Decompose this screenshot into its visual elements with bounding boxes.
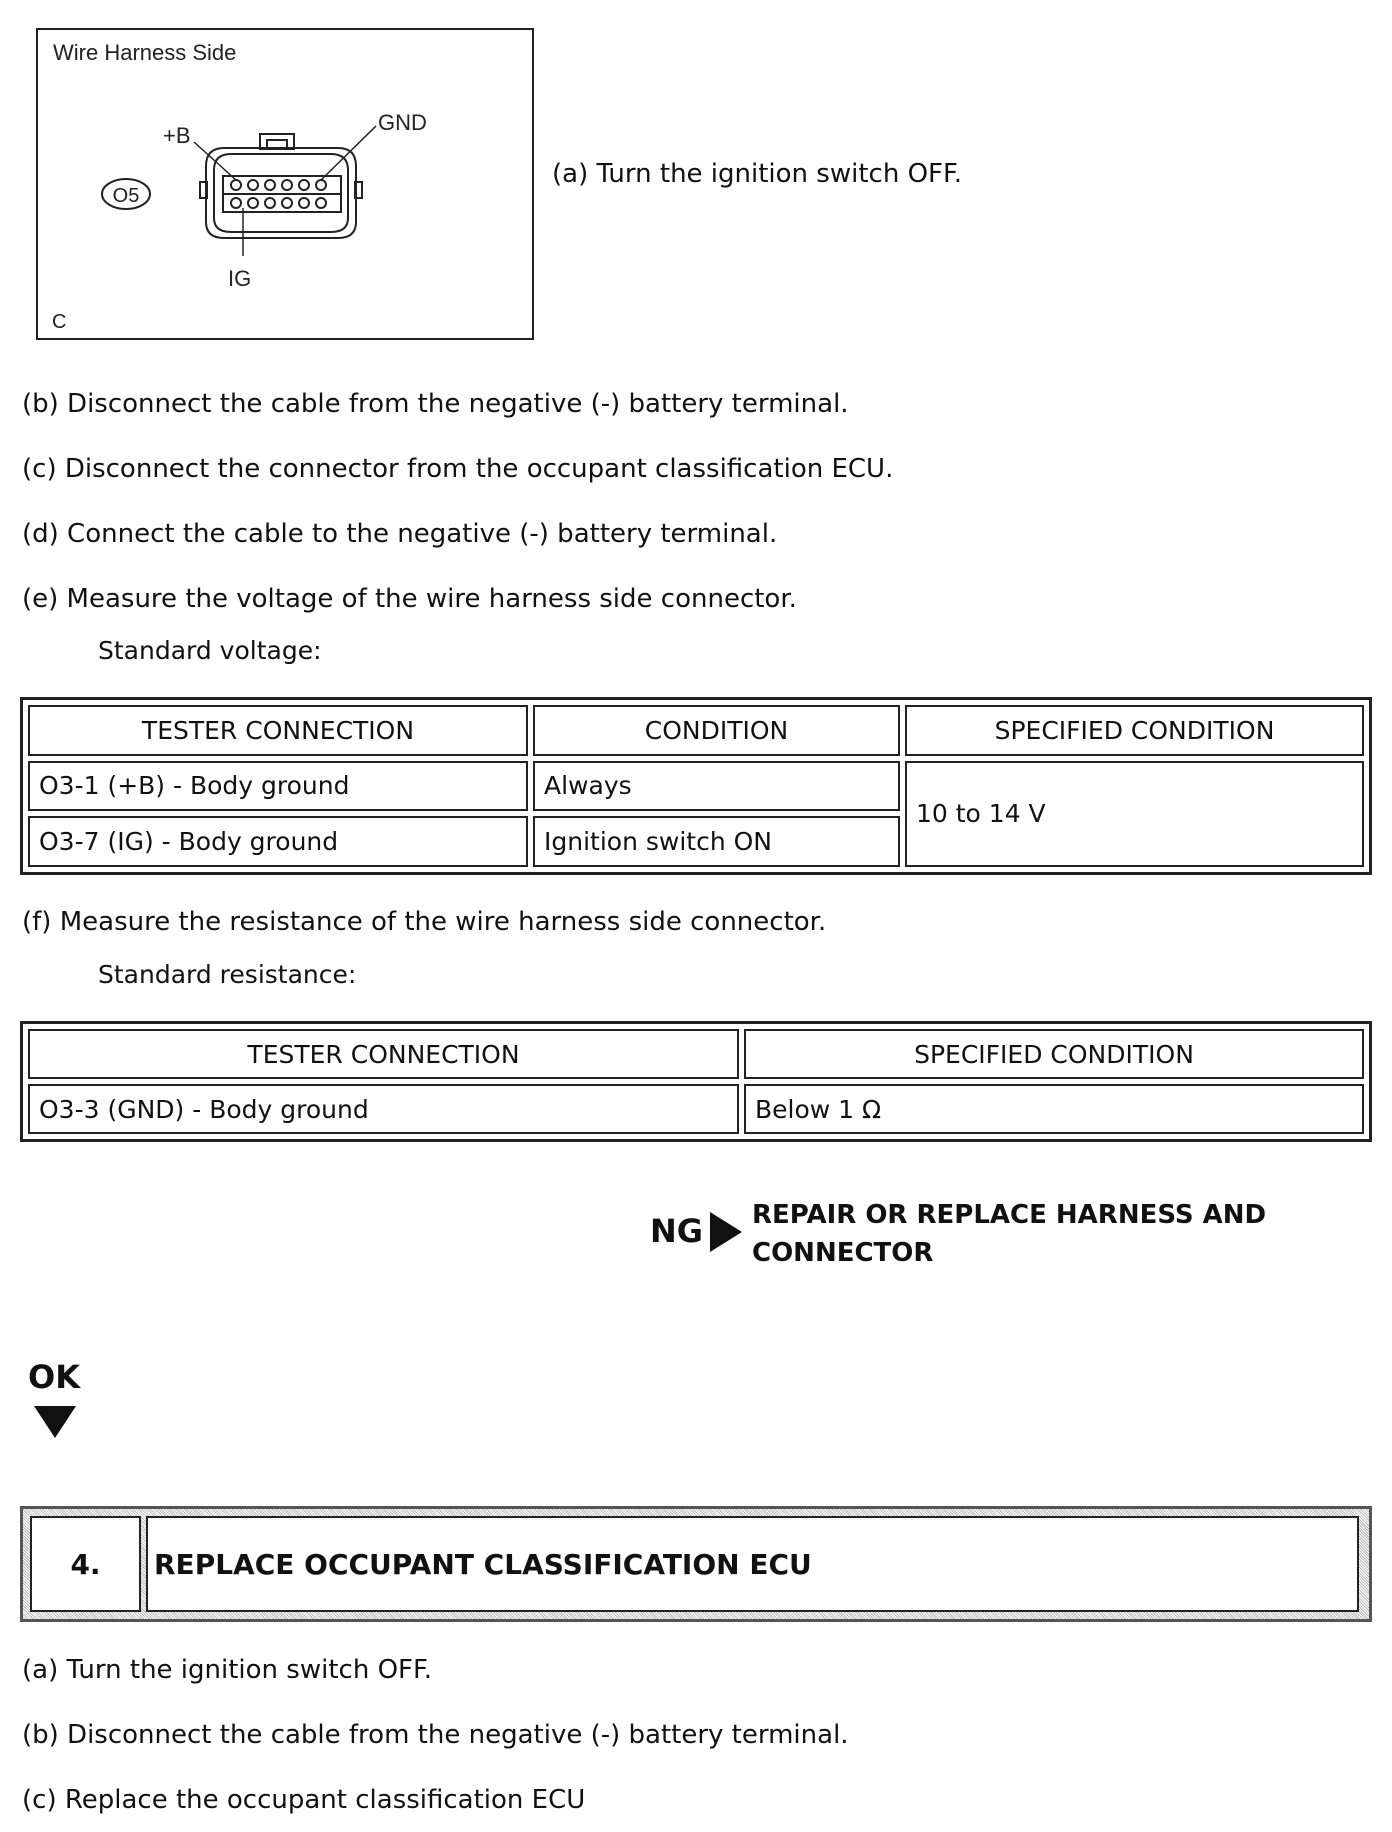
voltage-specified-value: 10 to 14 V xyxy=(905,761,1364,867)
step-f: (f) Measure the resistance of the wire harness side connector. xyxy=(22,907,827,937)
step4-c: (c) Replace the occupant classification ECU xyxy=(22,1785,586,1815)
voltage-row1-condition: Always xyxy=(533,761,900,812)
voltage-row1-connection: O3-1 (+B) - Body ground xyxy=(28,761,528,812)
ng-arrow-icon xyxy=(710,1212,742,1252)
voltage-row2-condition: Ignition switch ON xyxy=(533,816,900,867)
ok-label: OK xyxy=(28,1358,80,1396)
step4-title: REPLACE OCCUPANT CLASSIFICATION ECU xyxy=(146,1516,1359,1612)
resistance-header-connection: TESTER CONNECTION xyxy=(28,1029,739,1079)
table-row xyxy=(28,761,1364,812)
step-b: (b) Disconnect the cable from the negative (-) battery terminal. xyxy=(22,389,849,419)
step-c: (c) Disconnect the connector from the occupant classification ECU. xyxy=(22,454,894,484)
resistance-table xyxy=(20,1021,1372,1142)
voltage-header-condition: CONDITION xyxy=(533,705,900,756)
figure-corner-label: C xyxy=(52,311,67,333)
step4-a: (a) Turn the ignition switch OFF. xyxy=(22,1655,433,1685)
voltage-table-header-row xyxy=(28,705,1364,756)
pin-label-b: +B xyxy=(163,123,191,148)
step-e: (e) Measure the voltage of the wire harness side connector. xyxy=(22,584,797,614)
connector-figure xyxy=(36,28,534,340)
connector-id-label: O5 xyxy=(112,185,140,207)
resistance-header-specified: SPECIFIED CONDITION xyxy=(744,1029,1364,1079)
step4-b: (b) Disconnect the cable from the negative (-) battery terminal. xyxy=(22,1720,849,1750)
pin-label-ig: IG xyxy=(228,266,252,291)
voltage-table xyxy=(20,697,1372,875)
step4-number: 4. xyxy=(30,1516,141,1612)
step-d: (d) Connect the cable to the negative (-) battery terminal. xyxy=(22,519,778,549)
resistance-row1-connection: O3-3 (GND) - Body ground xyxy=(28,1084,739,1134)
resistance-table-header-row xyxy=(28,1029,1364,1079)
step4-header xyxy=(20,1506,1372,1622)
table-row xyxy=(28,1084,1364,1134)
standard-resistance-label: Standard resistance: xyxy=(98,960,357,989)
standard-voltage-label: Standard voltage: xyxy=(98,636,322,665)
ng-action-text: REPAIR OR REPLACE HARNESS AND CONNECTOR xyxy=(752,1200,1267,1268)
connector-body-icon xyxy=(200,134,362,238)
voltage-row2-connection: O3-7 (IG) - Body ground xyxy=(28,816,528,867)
connector-diagram xyxy=(38,30,532,338)
voltage-header-specified: SPECIFIED CONDITION xyxy=(905,705,1364,756)
resistance-row1-specified: Below 1 Ω xyxy=(744,1084,1364,1134)
figure-title: Wire Harness Side xyxy=(53,40,237,65)
step-a: (a) Turn the ignition switch OFF. xyxy=(552,159,963,189)
ok-down-arrow-icon xyxy=(34,1406,76,1438)
ng-label: NG xyxy=(650,1212,704,1250)
voltage-header-connection: TESTER CONNECTION xyxy=(28,705,528,756)
pin-label-gnd: GND xyxy=(378,110,427,135)
